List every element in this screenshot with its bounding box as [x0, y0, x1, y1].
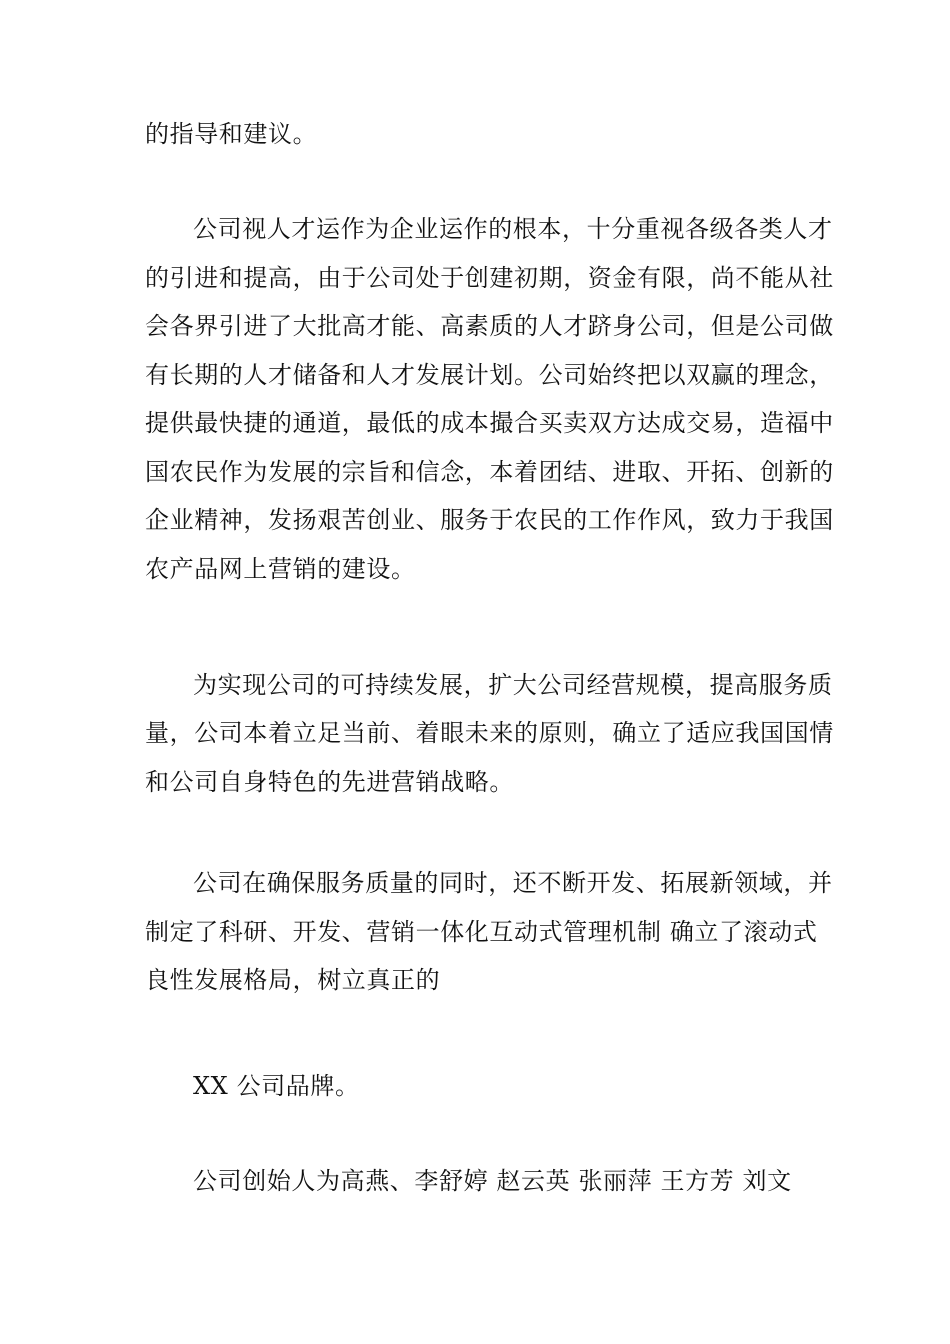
paragraph-first-line: 公司视人才运作为企业运作的根本，十分重视各级各类人才 — [193, 215, 833, 243]
paragraph-first-line: 公司创始人为高燕、李舒婷 赵云英 张丽萍 王方芳 刘文 — [193, 1167, 792, 1195]
paragraph-first-line: 为实现公司的可持续发展，扩大公司经营规模，提高服务质 — [193, 671, 833, 699]
text-line: 会各界引进了大批高才能、高素质的人才跻身公司，但是公司做 — [145, 312, 834, 340]
paragraph-first-line: XX 公司品牌。 — [193, 1072, 360, 1100]
text-line: 有长期的人才储备和人才发展计划。公司始终把以双赢的理念， — [145, 361, 834, 389]
text-line: 提供最快捷的通道，最低的成本撮合买卖双方达成交易，造福中 — [145, 409, 834, 437]
text-line: 企业精神，发扬艰苦创业、服务于农民的工作作风，致力于我国 — [145, 506, 834, 534]
text-line: 国农民作为发展的宗旨和信念，本着团结、进取、开拓、创新的 — [145, 458, 834, 486]
text-line: 的指导和建议。 — [145, 120, 318, 148]
text-line: 制定了科研、开发、营销一体化互动式管理机制 确立了滚动式 — [145, 918, 818, 946]
text-line: 和公司自身特色的先进营销战略。 — [145, 768, 514, 796]
text-line: 量，公司本着立足当前、着眼未来的原则，确立了适应我国国情 — [145, 719, 834, 747]
text-line: 良性发展格局，树立真正的 — [145, 966, 441, 994]
paragraph-first-line: 公司在确保服务质量的同时，还不断开发、拓展新领域，并 — [193, 869, 833, 897]
text-line: 农产品网上营销的建设。 — [145, 555, 416, 583]
text-line: 的引进和提高，由于公司处于创建初期，资金有限，尚不能从社 — [145, 264, 834, 292]
